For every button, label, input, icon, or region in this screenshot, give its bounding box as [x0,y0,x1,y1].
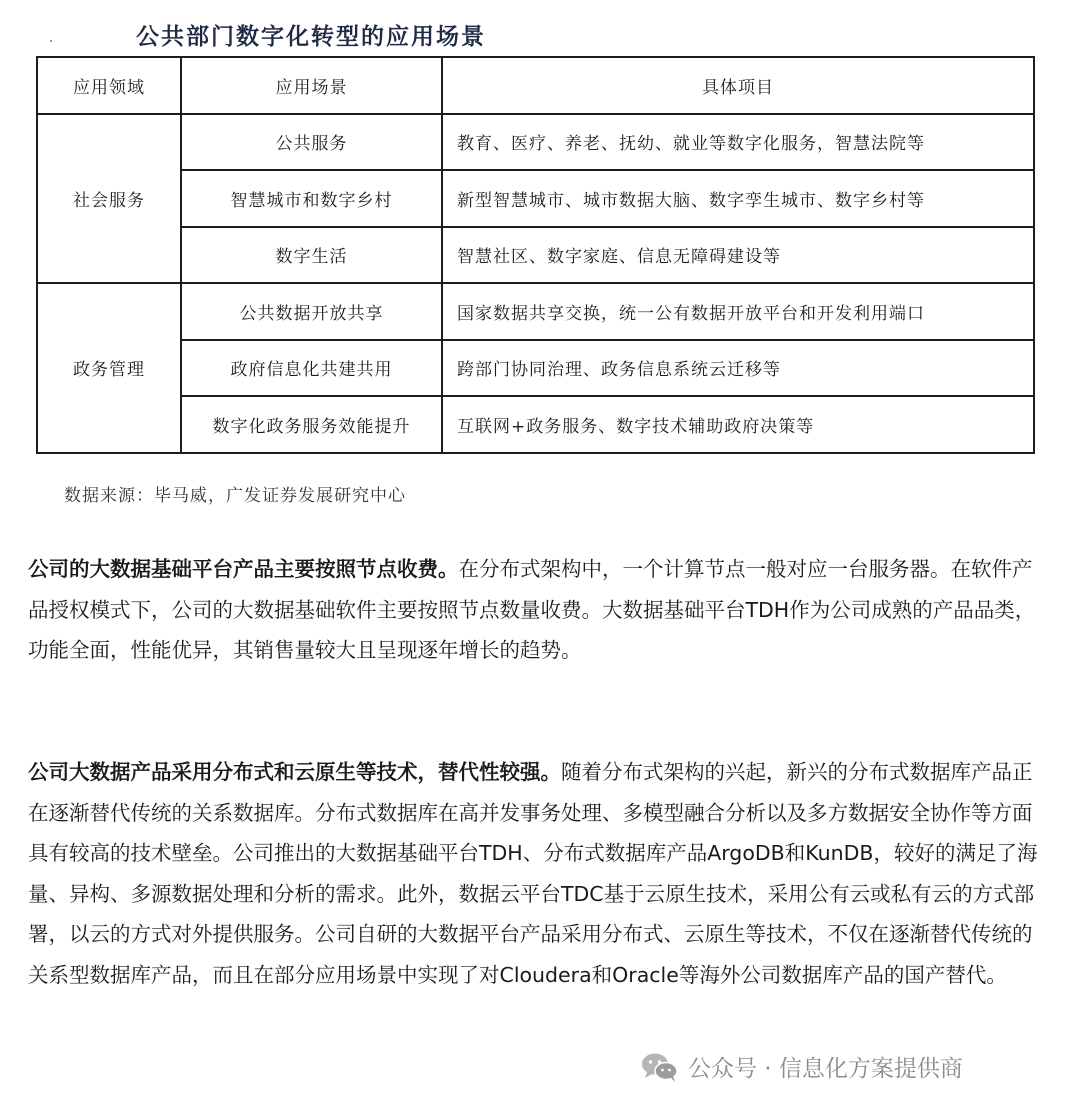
scenario-cell: 政府信息化共建共用 [181,340,442,397]
table-row [37,396,1034,453]
table-header-row [37,57,1034,114]
header-projects: 具体项目 [442,57,1034,114]
data-source-note: 数据来源：毕马威，广发证券发展研究中心 [64,486,406,506]
figure-title: 公共部门数字化转型的应用场景 [136,23,486,50]
projects-cell: 智慧社区、数字家庭、信息无障碍建设等 [442,227,1034,284]
paragraph-body: 在分布式架构中，一个计算节点一般对应一台服务器。在软件产品授权模式下，公司的大数据基础软件主要按照节点数量收费。大数据基础平台TDH作为公司成熟的产品品类，功能全面，性能优异，其销售量较大且呈现逐年增长的趋势。 [28,557,1036,662]
header-domain: 应用领域 [37,57,181,114]
table-row [37,227,1034,284]
wechat-icon [640,1051,680,1083]
scenario-cell: 数字生活 [181,227,442,284]
projects-cell: 互联网+政务服务、数字技术辅助政府决策等 [442,396,1034,453]
scenario-table [36,56,1035,454]
projects-cell: 国家数据共享交换，统一公有数据开放平台和开发利用端口 [442,283,1034,340]
paragraph-lead: 公司大数据产品采用分布式和云原生等技术，替代性较强。 [28,760,561,784]
paragraph-body: 随着分布式架构的兴起，新兴的分布式数据库产品正在逐渐替代传统的关系数据库。分布式数据库在高并发事务处理、多模型融合分析以及多方数据安全协作等方面具有较高的技术壁垒。公司推出的大数据基础平台TDH、分布式数据库产品ArgoDB和KunDB，较好的满足了海量、异构、多源数据处理和分析的需求。此外，数据云平台TDC基于云原生技术，采用公有云或私有云的方式部署，以云的方式对外提供服务。公司自研的大数据平台产品采用分布式、云原生等技术，不仅在逐渐替代传统的关系型数据库产品，而且在部分应用场景中实现了对Cloudera和Oracle等海外公司数据库产品的国产替代。 [28,760,1038,987]
watermark [640,1050,963,1083]
paragraph-pricing [28,549,1038,671]
table-row [37,340,1034,397]
table-row [37,170,1034,227]
table-row [37,114,1034,171]
header-scenario: 应用场景 [181,57,442,114]
domain-cell: 政务管理 [37,283,181,453]
table-row [37,283,1034,340]
scenario-cell: 数字化政务服务效能提升 [181,396,442,453]
watermark-text: 公众号 · 信息化方案提供商 [688,1056,963,1082]
stray-dot [50,40,52,42]
paragraph-technology [28,752,1038,995]
projects-cell: 教育、医疗、养老、抚幼、就业等数字化服务，智慧法院等 [442,114,1034,171]
domain-cell: 社会服务 [37,114,181,284]
scenario-cell: 智慧城市和数字乡村 [181,170,442,227]
projects-cell: 新型智慧城市、城市数据大脑、数字孪生城市、数字乡村等 [442,170,1034,227]
projects-cell: 跨部门协同治理、政务信息系统云迁移等 [442,340,1034,397]
paragraph-lead: 公司的大数据基础平台产品主要按照节点收费。 [28,557,459,581]
scenario-cell: 公共数据开放共享 [181,283,442,340]
scenario-cell: 公共服务 [181,114,442,171]
